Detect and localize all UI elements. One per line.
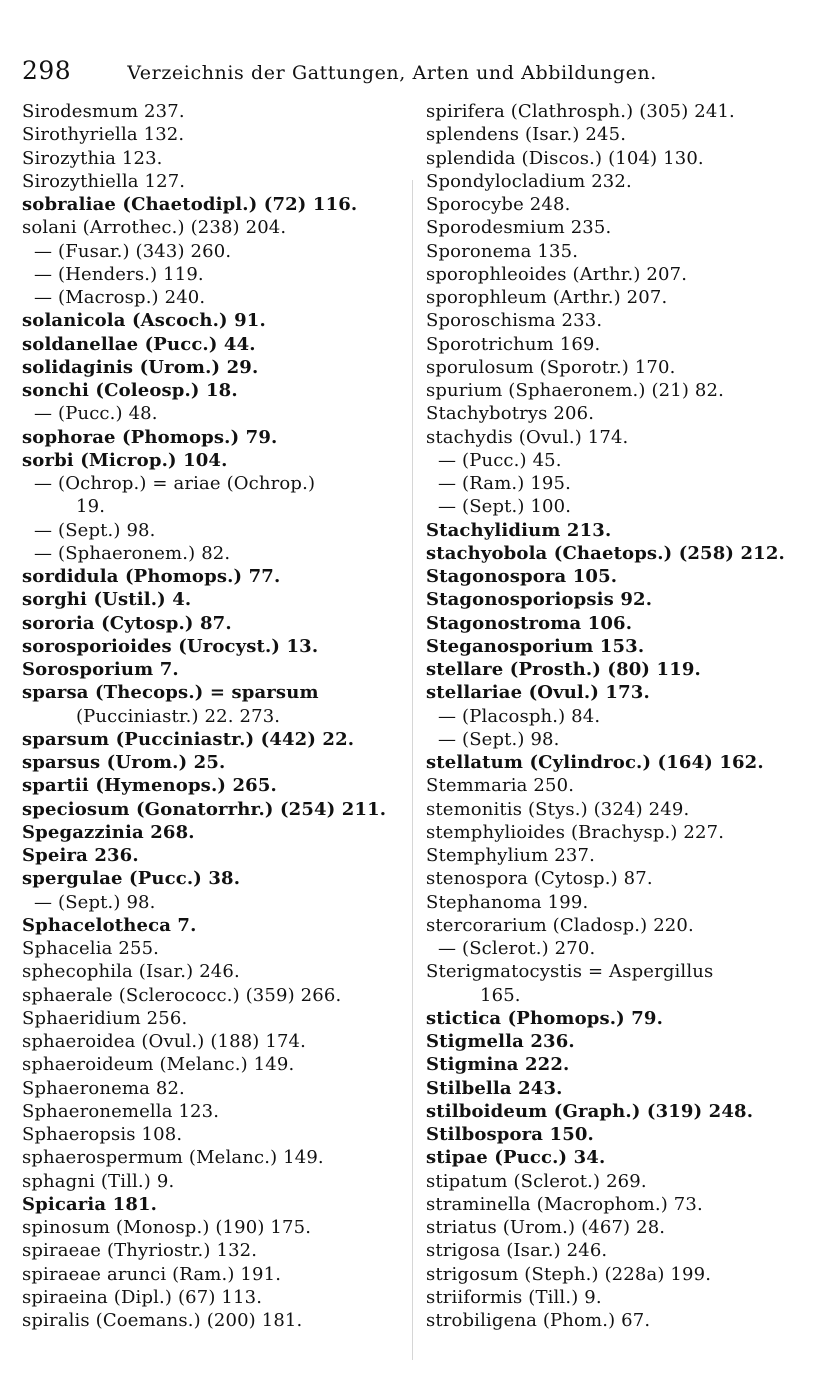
index-entry: spurium (Sphaeronem.) (21) 82.	[426, 380, 724, 401]
running-title: Verzeichnis der Gattungen, Arten und Abbildungen.	[127, 62, 657, 84]
index-entry: solanicola (Ascoch.) 91.	[22, 310, 266, 332]
index-entry: sphecophila (Isar.) 246.	[22, 961, 240, 983]
index-entry: sphaeroidea (Ovul.) (188) 174.	[22, 1031, 307, 1052]
index-entry: — (Sept.) 98.	[34, 519, 156, 541]
index-entry: straminella (Macrophom.) 73.	[426, 1193, 703, 1215]
index-entry: Stemmaria 250.	[426, 775, 575, 797]
index-entry: spiraeae arunci (Ram.) 191.	[22, 1263, 282, 1285]
index-entry: sorghi (Ustil.) 4.	[22, 589, 192, 611]
index-entry: sporophleoides (Arthr.) 207.	[426, 263, 688, 285]
index-entry: spartii (Hymenops.) 265.	[22, 775, 277, 797]
index-entry: stipatum (Sclerot.) 269.	[426, 1170, 647, 1192]
index-entry: Stachylidium 213.	[426, 519, 612, 541]
index-entry: spirifera (Clathrosph.) (305) 241.	[426, 101, 735, 122]
index-entry: — (Sclerot.) 270.	[438, 938, 596, 959]
index-entry: sobraliae (Chaetodipl.) (72) 116.	[22, 194, 358, 215]
index-entry: Sphaeropsis 108.	[22, 1124, 183, 1145]
index-entry: Stagonostroma 106.	[426, 612, 633, 634]
index-entry: speciosum (Gonatorrhr.) (254) 211.	[22, 798, 387, 820]
index-entry: stemphylioides (Brachysp.) 227.	[426, 821, 725, 843]
index-entry: Sirozythia 123.	[22, 147, 163, 169]
index-entry: Stilbella 243.	[426, 1077, 563, 1099]
index-entry: spiraeae (Thyriostr.) 132.	[22, 1240, 258, 1262]
index-entry: Stigmella 236.	[426, 1031, 575, 1052]
index-entry: 19.	[76, 496, 106, 518]
index-entry: striatus (Urom.) (467) 28.	[426, 1217, 666, 1238]
index-entry: stellare (Prosth.) (80) 119.	[426, 659, 701, 680]
index-entry: strobiligena (Phom.) 67.	[426, 1310, 651, 1331]
index-entry: Sirozythiella 127.	[22, 170, 186, 192]
index-entry: spiraeina (Dipl.) (67) 113.	[22, 1286, 263, 1308]
index-entry: Stephanoma 199.	[426, 891, 589, 913]
index-entry: sparsus (Urom.) 25.	[22, 752, 226, 773]
index-entry: — (Henders.) 119.	[34, 263, 204, 285]
index-entry: — (Ochrop.) = ariae (Ochrop.)	[34, 473, 316, 494]
index-entry: sorosporioides (Urocyst.) 13.	[22, 635, 319, 657]
index-entry: — (Sphaeronem.) 82.	[34, 542, 231, 564]
index-entry: Spegazzinia 268.	[22, 821, 195, 843]
index-entry: Sirodesmum 237.	[22, 101, 185, 122]
index-entry: sorbi (Microp.) 104.	[22, 449, 228, 471]
index-entry: — (Pucc.) 45.	[438, 449, 562, 471]
index-entry: — (Sept.) 100.	[438, 496, 572, 518]
index-entry: Sphaeridium 256.	[22, 1007, 188, 1029]
index-entry: Sphacelotheca 7.	[22, 914, 197, 936]
index-entry: Sphaeronemella 123.	[22, 1100, 220, 1122]
index-column-left	[22, 100, 400, 1332]
index-entry: — (Fusar.) (343) 260.	[34, 240, 232, 262]
index-entry: sophorae (Phomops.) 79.	[22, 426, 278, 448]
index-entry: strigosum (Steph.) (228a) 199.	[426, 1263, 712, 1285]
index-entry: solidaginis (Urom.) 29.	[22, 356, 259, 378]
index-entry: Stagonosporiopsis 92.	[426, 589, 653, 611]
index-entry: Speira 236.	[22, 845, 139, 866]
index-entry: Sporonema 135.	[426, 240, 579, 262]
index-entry: stellatum (Cylindroc.) (164) 162.	[426, 752, 764, 773]
index-entry: 165.	[480, 984, 521, 1006]
index-entry: sporulosum (Sporotr.) 170.	[426, 356, 676, 378]
index-entry: splendens (Isar.) 245.	[426, 124, 627, 146]
page-number: 298	[22, 56, 72, 85]
index-entry: stenospora (Cytosp.) 87.	[426, 868, 653, 890]
index-entry: (Pucciniastr.) 22. 273.	[76, 705, 281, 727]
index-entry: Stagonospora 105.	[426, 566, 618, 587]
page-header	[22, 56, 812, 86]
index-entry: sparsum (Pucciniastr.) (442) 22.	[22, 728, 355, 750]
index-entry: Sterigmatocystis = Aspergillus	[426, 961, 714, 983]
index-entry: Steganosporium 153.	[426, 635, 645, 657]
index-entry: Sporodesmium 235.	[426, 217, 612, 239]
index-entry: soldanellae (Pucc.) 44.	[22, 333, 256, 355]
index-entry: stemonitis (Stys.) (324) 249.	[426, 798, 690, 820]
index-entry: Spondylocladium 232.	[426, 170, 632, 192]
index-entry: spinosum (Monosp.) (190) 175.	[22, 1217, 312, 1238]
index-entry: sparsa (Thecops.) = sparsum	[22, 682, 319, 704]
index-entry: sporophleum (Arthr.) 207.	[426, 287, 668, 308]
index-entry: Stachybotrys 206.	[426, 403, 595, 425]
index-entry: stachydis (Ovul.) 174.	[426, 426, 629, 448]
index-entry: spergulae (Pucc.) 38.	[22, 868, 241, 890]
index-entry: sphaeroideum (Melanc.) 149.	[22, 1054, 295, 1076]
index-entry: Sorosporium 7.	[22, 659, 179, 680]
index-entry: sororia (Cytosp.) 87.	[22, 612, 232, 634]
index-entry: — (Sept.) 98.	[34, 891, 156, 913]
column-divider	[412, 180, 413, 1360]
index-entry: stellariae (Ovul.) 173.	[426, 682, 650, 704]
index-entry: sonchi (Coleosp.) 18.	[22, 380, 238, 401]
index-entry: striiformis (Till.) 9.	[426, 1286, 602, 1308]
index-entry: sphaerospermum (Melanc.) 149.	[22, 1147, 324, 1169]
index-entry: sphaerale (Sclerococc.) (359) 266.	[22, 984, 342, 1006]
index-entry: strigosa (Isar.) 246.	[426, 1240, 608, 1262]
index-entry: stachyobola (Chaetops.) (258) 212.	[426, 542, 785, 564]
index-entry: sphagni (Till.) 9.	[22, 1170, 175, 1192]
index-entry: spiralis (Coemans.) (200) 181.	[22, 1310, 303, 1331]
index-entry: Spicaria 181.	[22, 1193, 158, 1215]
index-entry: — (Pucc.) 48.	[34, 403, 158, 425]
index-column-right	[426, 100, 816, 1332]
index-entry: Stilbospora 150.	[426, 1124, 594, 1145]
index-entry: sordidula (Phomops.) 77.	[22, 566, 281, 587]
index-entry: Sporotrichum 169.	[426, 333, 601, 355]
index-entry: Sporocybe 248.	[426, 194, 571, 215]
index-entry: Sphaeronema 82.	[22, 1077, 185, 1099]
index-entry: stilboideum (Graph.) (319) 248.	[426, 1100, 754, 1122]
index-entry: Stigmina 222.	[426, 1054, 570, 1076]
index-entry: stictica (Phomops.) 79.	[426, 1007, 664, 1029]
index-entry: splendida (Discos.) (104) 130.	[426, 147, 704, 169]
index-entry: stipae (Pucc.) 34.	[426, 1147, 606, 1169]
index-entry: Sporoschisma 233.	[426, 310, 603, 332]
index-entry: solani (Arrothec.) (238) 204.	[22, 217, 287, 239]
index-entry: Stemphylium 237.	[426, 845, 595, 866]
index-entry: — (Sept.) 98.	[438, 728, 560, 750]
index-entry: — (Ram.) 195.	[438, 473, 572, 494]
index-entry: Sphacelia 255.	[22, 938, 160, 959]
index-entry: stercorarium (Cladosp.) 220.	[426, 914, 694, 936]
index-entry: — (Macrosp.) 240.	[34, 287, 206, 308]
index-entry: — (Placosph.) 84.	[438, 705, 601, 727]
index-entry: Sirothyriella 132.	[22, 124, 185, 146]
